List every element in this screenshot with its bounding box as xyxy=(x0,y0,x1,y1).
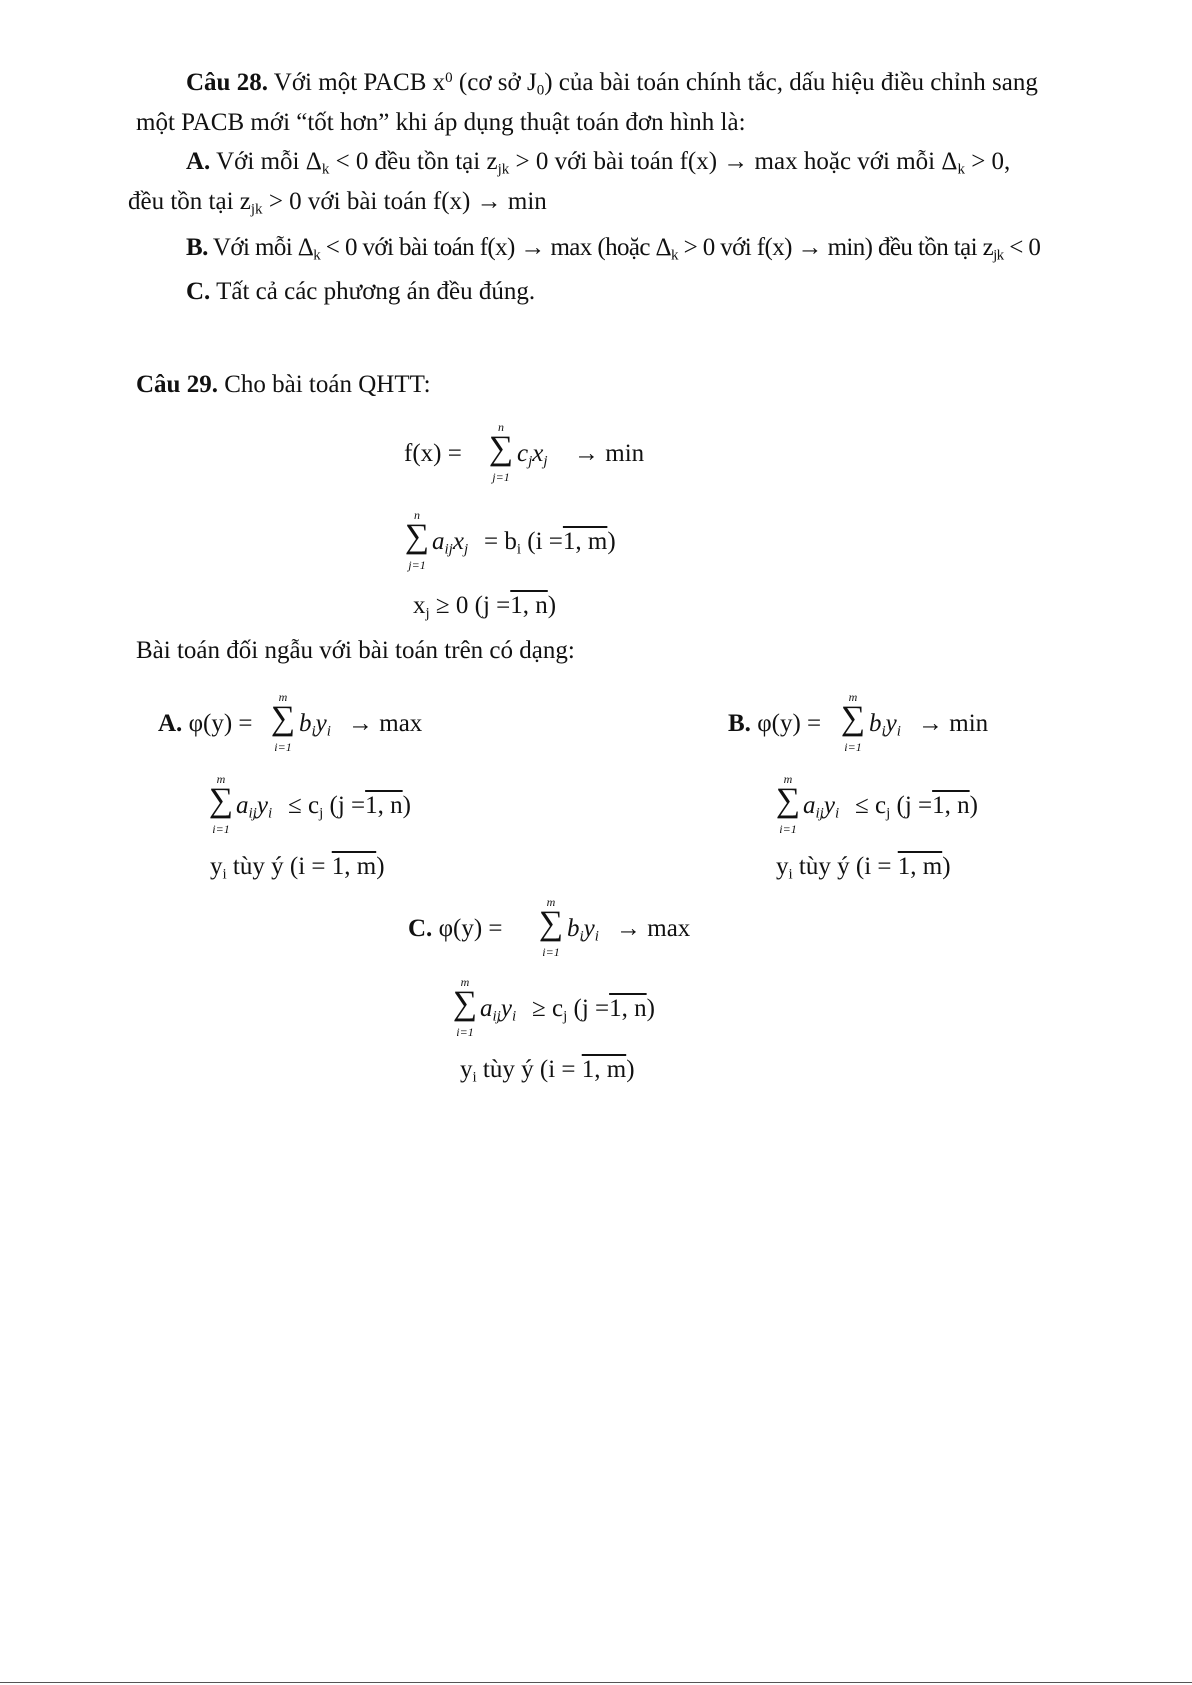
dual-option-c-constraint: m ∑ i=1 $a_{ij}y_i$ ≥ $c_j$ (j =1, n) xyxy=(452,975,655,1039)
primal-nonneg: $x_j \ge 0$ (j =1, n) xyxy=(413,592,557,622)
q28-option-b: B. Với mỗi $\Delta_k < 0$ với bài toán f(x) → max (hoặc $\Delta_k > 0$ với f(x) → min) đều tồn tại $z_{jk} < 0$ xyxy=(186,234,1041,264)
q28-option-a: A. Với mỗi $\Delta_k < 0$ đều tồn tại $z_{jk} > 0$ với bài toán f(x) → max hoặc với mỗi $\Delta_k > 0$, xyxy=(186,148,1011,178)
q28-line2: một PACB mới “tốt hơn” khi áp dụng thuật toán đơn hình là: xyxy=(136,109,746,136)
q28-line1: Câu 28. Với một PACB $x^0$ (cơ sở $J_0$) của bài toán chính tắc, dấu hiệu điều chỉnh sang xyxy=(186,69,1038,99)
q28-option-c: C. Tất cả các phương án đều đúng. xyxy=(186,278,536,305)
q28-option-a-cont: đều tồn tại $z_{jk} > 0$ với bài toán f(x) → min xyxy=(128,188,547,218)
dual-option-b-free: $y_i$ tùy ý (i = 1, m) xyxy=(776,853,951,883)
q29-title-line: Câu 29. Cho bài toán QHTT: xyxy=(136,371,431,398)
q29-title: Câu 29. xyxy=(136,371,218,398)
dual-option-a-objective: A. φ(y) = m ∑ i=1 $b_iy_i$ → max xyxy=(158,690,423,754)
page-bottom-rule xyxy=(0,1682,1192,1683)
dual-option-b-constraint: m ∑ i=1 $a_{ij}y_i$ ≤ $c_j$ (j =1, n) xyxy=(775,772,978,836)
dual-option-c-objective: C. φ(y) = m ∑ i=1 $b_iy_i$ → max xyxy=(408,895,691,959)
dual-intro: Bài toán đối ngẫu với bài toán trên có dạng: xyxy=(136,637,575,664)
q28-title: Câu 28. xyxy=(186,69,268,96)
dual-option-a-free: $y_i$ tùy ý (i = 1, m) xyxy=(210,853,385,883)
dual-option-c-free: $y_i$ tùy ý (i = 1, m) xyxy=(460,1056,635,1086)
dual-option-a-constraint: m ∑ i=1 $a_{ij}y_i$ ≤ $c_j$ (j =1, n) xyxy=(208,772,411,836)
dual-option-b-objective: B. φ(y) = m ∑ i=1 $b_iy_i$ → min xyxy=(728,690,989,754)
primal-objective: f(x) = n ∑ j=1 $c_jx_j$ → min xyxy=(404,420,645,484)
primal-constraint: n ∑ j=1 $a_{ij}x_j$ = $b_i$ (i =1, m) xyxy=(404,508,616,572)
